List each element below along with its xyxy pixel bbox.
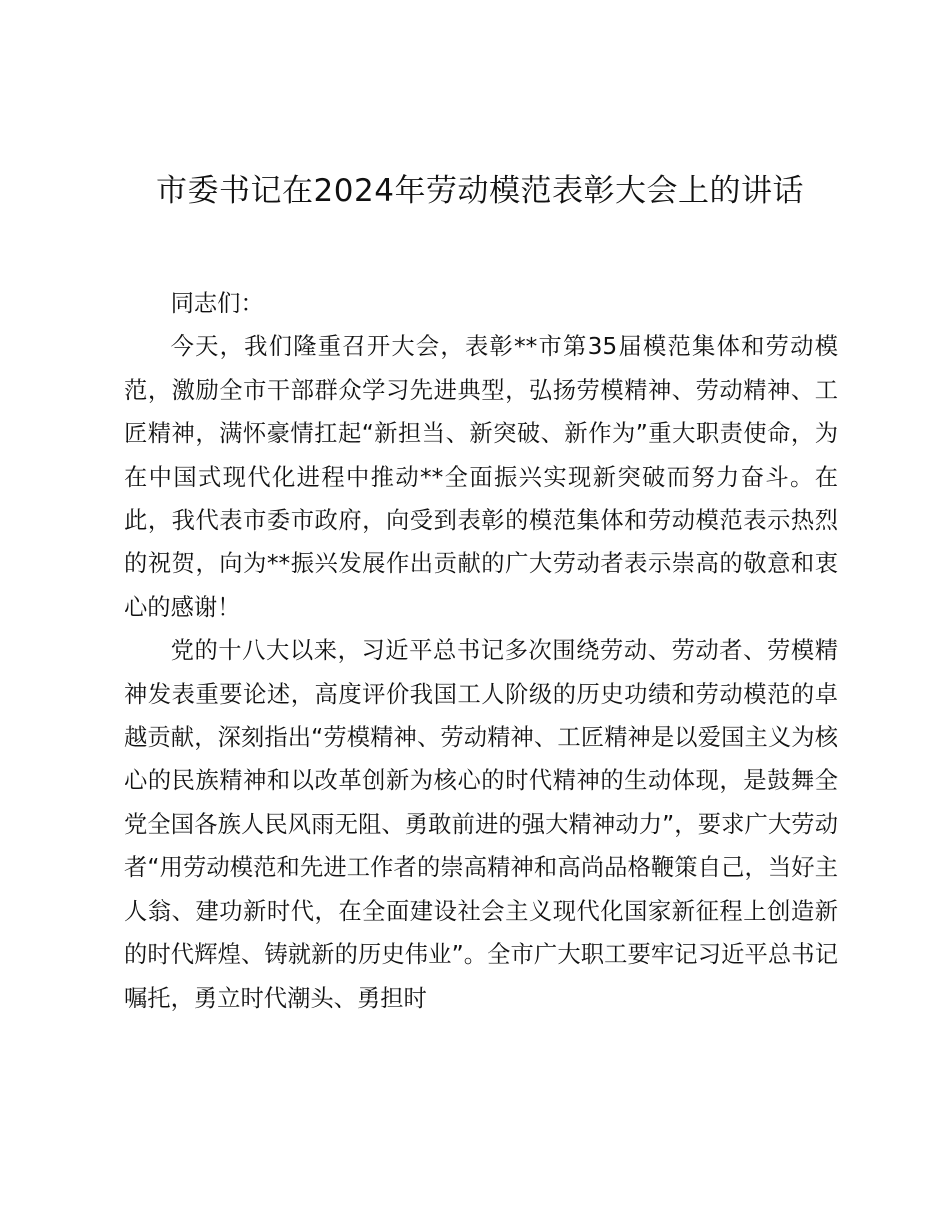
paragraph-2: 党的十八大以来，习近平总书记多次围绕劳动、劳动者、劳模精神发表重要论述，高度评价我国工人阶级的历史功绩和劳动模范的卓越贡献，深刻指出“劳模精神、劳动精神、工匠精神是以爱国主义为核心的民族精神和以改革创新为核心的时代精神的生动体现，是鼓舞全党全国各族人民风雨无阻、勇敢前进的强大精神动力”，要求广大劳动者“用劳动模范和先进工作者的崇高精神和高尚品格鞭策自己，当好主人翁、建功新时代，在全面建设社会主义现代化国家新征程上创造新的时代辉煌、铸就新的历史伟业”。全市广大职工要牢记习近平总书记嘱托，勇立时代潮头、勇担时 <box>124 637 838 1012</box>
document-body <box>124 282 838 1020</box>
paragraph-1: 今天，我们隆重召开大会，表彰**市第35届模范集体和劳动模范，激励全市干部群众学习先进典型，弘扬劳模精神、劳动精神、工匠精神，满怀豪情扛起“新担当、新突破、新作为”重大职责使命，为在中国式现代化进程中推动**全面振兴实现新突破而努力奋斗。在此，我代表市委市政府，向受到表彰的模范集体和劳动模范表示热烈的祝贺，向为**振兴发展作出贡献的广大劳动者表示崇高的敬意和衷心的感谢！ <box>124 333 838 621</box>
salutation: 同志们： <box>170 290 264 317</box>
document-title: 市委书记在2024年劳动模范表彰大会上的讲话 <box>156 173 804 209</box>
